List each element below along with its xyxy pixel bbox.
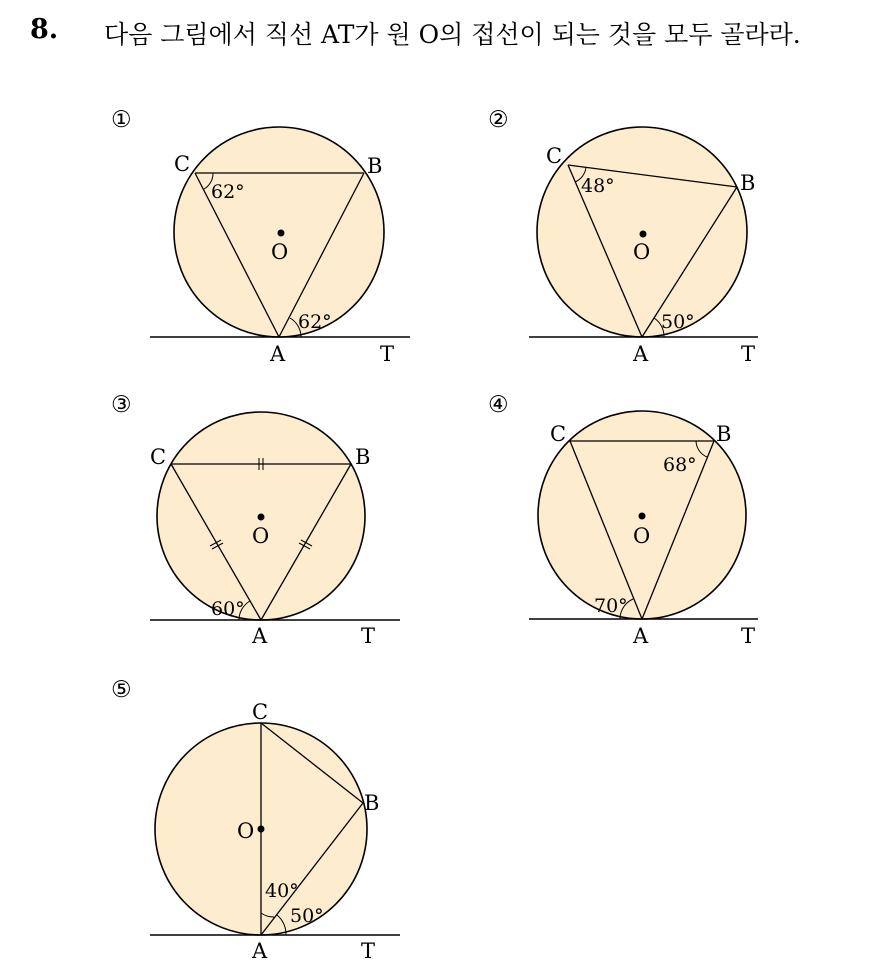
option-3-label-a: A	[252, 624, 268, 648]
option-4-number: ④	[488, 392, 509, 418]
option-5-angle-40: 40°	[265, 880, 299, 902]
option-4-figure	[488, 392, 758, 648]
option-4-label-o: O	[633, 524, 651, 548]
option-3-number: ③	[111, 392, 132, 418]
option-1-label-b: B	[367, 154, 383, 178]
option-5-angle-50: 50°	[290, 905, 324, 927]
option-5-center-dot	[258, 826, 265, 833]
option-3-label-t: T	[361, 624, 376, 648]
option-4-label-b: B	[716, 422, 732, 446]
option-2-label-a: A	[633, 342, 649, 366]
option-2-figure	[488, 107, 758, 366]
option-1-label-a: A	[270, 342, 286, 366]
option-1-label-c: C	[174, 152, 191, 176]
option-4-angle-b: 68°	[663, 454, 697, 476]
option-1-angle-c: 62°	[211, 181, 245, 203]
option-4-center-dot	[639, 513, 646, 520]
option-5-label-a: A	[252, 939, 268, 963]
option-2-label-t: T	[741, 342, 756, 366]
option-1-number: ①	[111, 107, 132, 133]
option-5-figure	[111, 677, 400, 963]
option-1-label-o: O	[271, 240, 289, 264]
question-number: 8.	[30, 14, 59, 45]
option-1-center-dot	[278, 230, 285, 237]
option-3-center-dot	[258, 514, 265, 521]
option-3-label-b: B	[355, 445, 371, 469]
option-4-angle-a: 70°	[594, 595, 628, 617]
option-5-label-c: C	[252, 700, 269, 724]
option-3-label-c: C	[150, 445, 167, 469]
option-2-center-dot	[640, 231, 647, 238]
option-4-label-t: T	[741, 624, 756, 648]
option-1-label-t: T	[380, 342, 395, 366]
option-3-label-o: O	[252, 524, 270, 548]
question-text: 다음 그림에서 직선 AT가 원 O의 접선이 되는 것을 모두 골라라.	[104, 20, 801, 49]
option-1-angle-a: 62°	[298, 311, 332, 333]
option-4-label-a: A	[633, 624, 649, 648]
option-5-label-o: O	[237, 819, 255, 843]
option-5-label-t: T	[361, 939, 376, 963]
option-2-angle-c: 48°	[581, 175, 615, 197]
option-3-figure	[111, 392, 400, 648]
option-2-angle-a: 50°	[661, 311, 695, 333]
option-2-label-c: C	[546, 144, 563, 168]
option-2-label-b: B	[740, 171, 756, 195]
option-4-label-c: C	[550, 422, 567, 446]
option-3-angle-a: 60°	[211, 598, 245, 620]
option-1-figure	[111, 107, 410, 366]
option-5-label-b: B	[364, 791, 380, 815]
option-5-number: ⑤	[111, 677, 132, 703]
option-2-label-o: O	[633, 240, 651, 264]
option-2-number: ②	[488, 107, 509, 133]
